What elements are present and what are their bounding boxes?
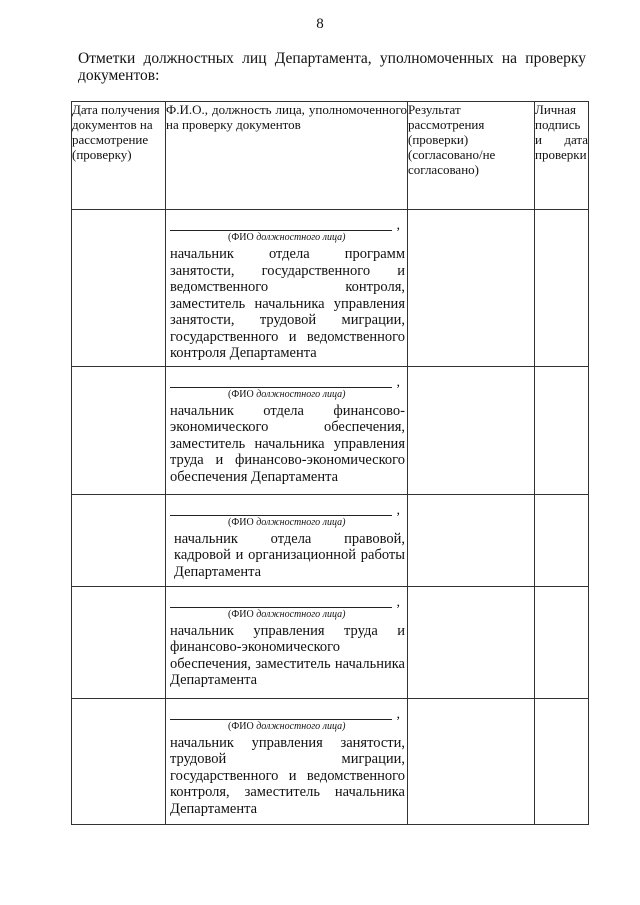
table-row xyxy=(72,698,589,824)
fio-cell xyxy=(166,698,408,824)
fio-cell xyxy=(166,210,408,367)
fio-caption xyxy=(170,609,405,621)
approval-table xyxy=(71,101,589,825)
signature-comma: , xyxy=(396,706,400,722)
date-cell xyxy=(72,698,166,824)
table-row xyxy=(72,494,589,586)
page-number: 8 xyxy=(316,16,324,32)
fio-caption-lead: (ФИО xyxy=(228,720,254,732)
official-position: начальник отдела программ занятости, государственного и ведомственного контроля, заместитель начальника управления занятости, трудовой миграции, государственного и ведомственного контроля Департамента xyxy=(170,246,405,361)
table-row xyxy=(72,586,589,698)
result-cell xyxy=(408,586,535,698)
table-row xyxy=(72,366,589,494)
signature-cell xyxy=(535,210,589,367)
result-cell xyxy=(408,494,535,586)
official-position: начальник отдела финансово-экономического обеспечения, заместитель начальника управления труда и финансово-экономического обеспечения Департамента xyxy=(170,402,405,485)
official-position: начальник управления занятости, трудовой миграции, государственного и ведомственного контроля, заместитель начальника Департамента xyxy=(170,734,405,817)
fio-cell xyxy=(166,586,408,698)
fio-caption-lead: (ФИО xyxy=(228,608,254,620)
signature-cell xyxy=(535,586,589,698)
date-cell xyxy=(72,494,166,586)
header-signature-date: Личная подпись и дата проверки xyxy=(535,102,589,210)
signature-line xyxy=(170,502,400,518)
signature-comma: , xyxy=(396,374,400,390)
signature-comma: , xyxy=(396,502,400,518)
result-cell xyxy=(408,210,535,367)
fio-cell xyxy=(166,366,408,494)
fio-caption-rest: должностного лица) xyxy=(256,388,346,400)
header-date: Дата получения документов на рассмотрение (проверку) xyxy=(72,102,166,210)
official-position: начальник отдела правовой, кадровой и организационной работы Департамента xyxy=(174,530,405,580)
intro-text: Отметки должностных лиц Департамента, уполномоченных на проверку документов: xyxy=(78,50,586,84)
signature-comma: , xyxy=(396,594,400,610)
date-cell xyxy=(72,210,166,367)
header-result: Результат рассмотрения (проверки) (согласовано/не согласовано) xyxy=(408,102,535,210)
fio-caption-lead: (ФИО xyxy=(228,388,254,400)
fio-caption-rest: должностного лица) xyxy=(256,720,346,732)
result-cell xyxy=(408,366,535,494)
signature-cell xyxy=(535,698,589,824)
signature-cell xyxy=(535,366,589,494)
fio-caption-rest: должностного лица) xyxy=(256,516,346,528)
fio-cell xyxy=(166,494,408,586)
signature-line xyxy=(170,706,400,722)
fio-caption xyxy=(170,517,405,529)
table-row xyxy=(72,210,589,367)
fio-caption-rest: должностного лица) xyxy=(256,608,346,620)
result-cell xyxy=(408,698,535,824)
signature-comma: , xyxy=(396,218,400,233)
signature-line xyxy=(170,374,400,390)
date-cell xyxy=(72,586,166,698)
fio-caption-lead: (ФИО xyxy=(228,232,254,243)
signature-line xyxy=(170,594,400,610)
fio-caption-lead: (ФИО xyxy=(228,516,254,528)
date-cell xyxy=(72,366,166,494)
header-row xyxy=(72,102,589,210)
fio-caption xyxy=(170,721,405,733)
fio-caption xyxy=(170,232,405,244)
fio-caption-rest: должностного лица) xyxy=(256,232,346,243)
fio-caption xyxy=(170,389,405,401)
header-fio-position: Ф.И.О., должность лица, уполномоченного на проверку документов xyxy=(166,102,408,210)
signature-cell xyxy=(535,494,589,586)
signature-line xyxy=(170,218,400,233)
official-position: начальник управления труда и финансово-экономического обеспечения, заместитель начальника Департамента xyxy=(170,622,405,688)
